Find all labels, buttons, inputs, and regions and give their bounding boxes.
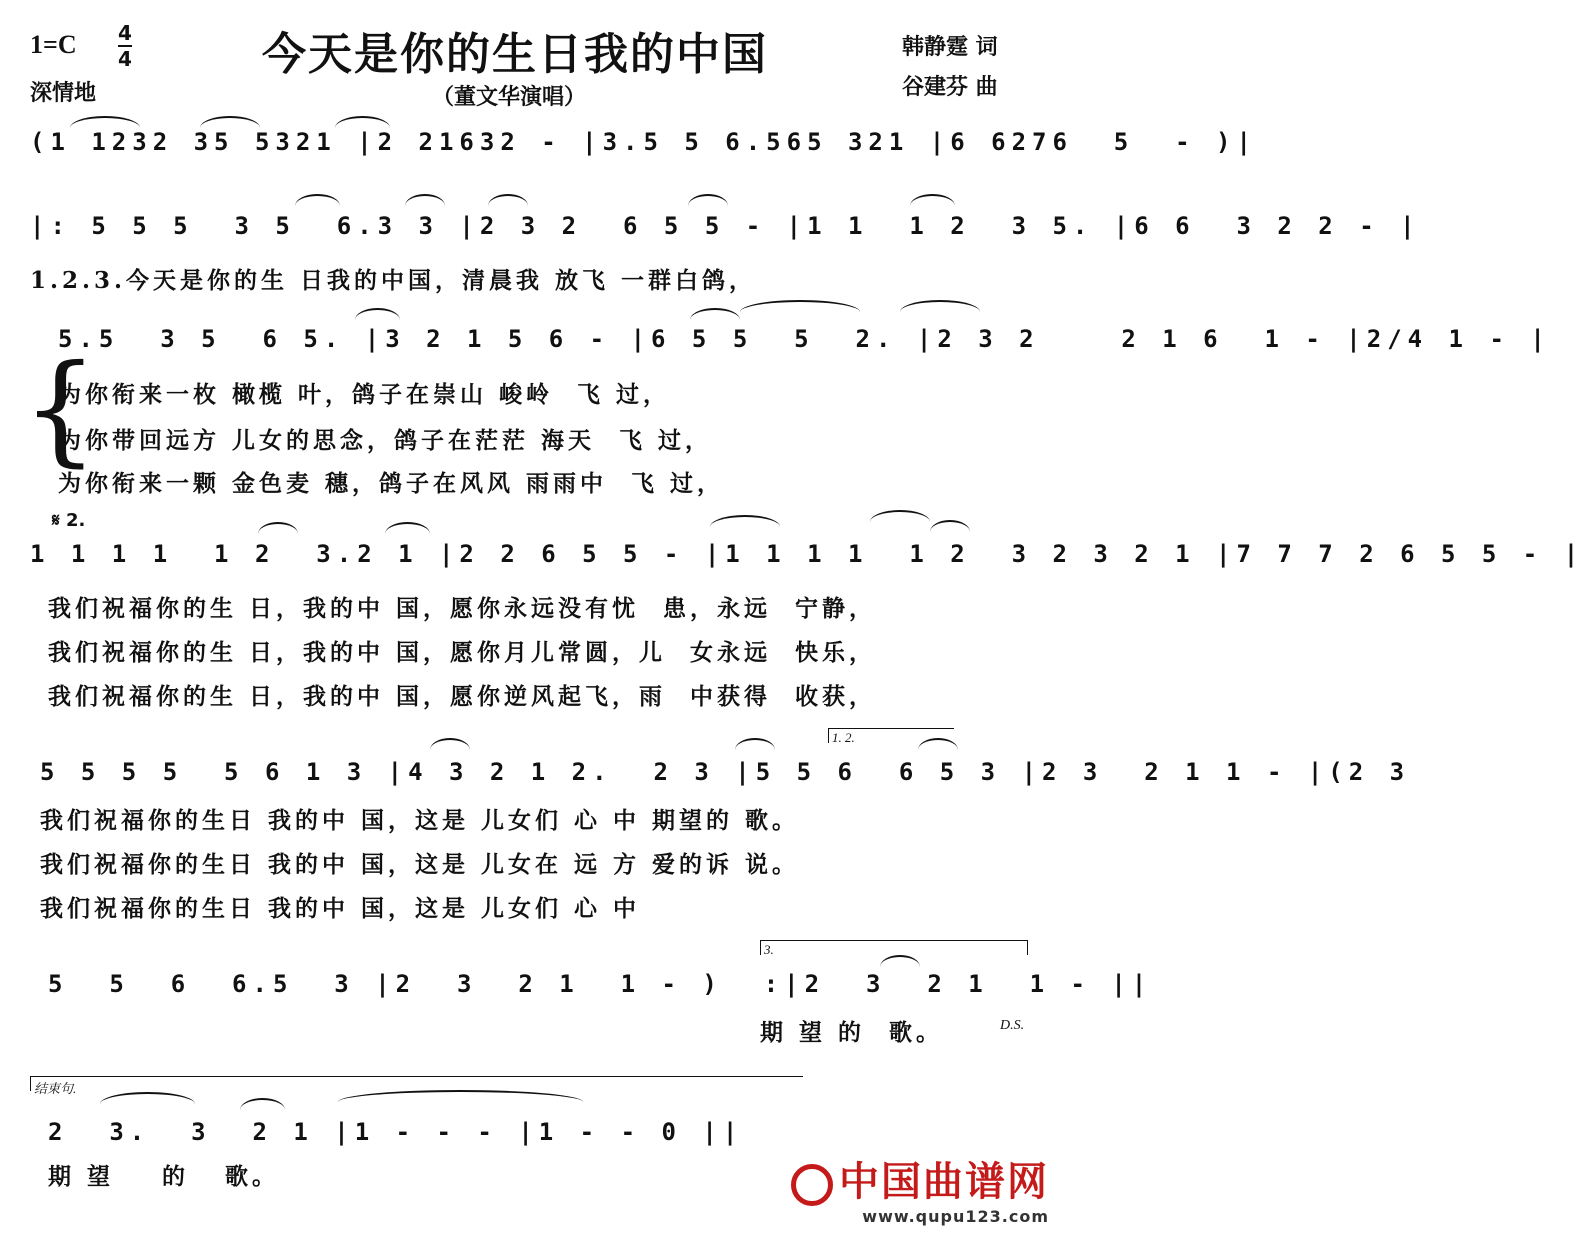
- segno-marker: 𝄋 2.: [52, 510, 86, 531]
- watermark-logo: [791, 1150, 1049, 1207]
- chorus-line-2-lyrics-2: 我们祝福你的生日 我的中 国，这是 儿女在 远 方 爱的诉 说。: [40, 851, 800, 878]
- ending-lyrics: 期 望 的 歌。: [760, 1019, 944, 1046]
- volta-label-3: 3.: [764, 942, 774, 957]
- volta-bracket-3: [760, 940, 1028, 955]
- singer-credit: （董文华演唱）: [432, 85, 587, 110]
- song-title: 今天是你的生日我的中国: [262, 29, 768, 80]
- verse-line-2-lyrics-1: 为你衔来一枚 橄榄 叶，鸽子在崇山 峻岭 飞 过，: [58, 381, 671, 408]
- chorus-line-2-notes: 5 5 5 5 5 6 1 3 |4 3 2 1 2. 2 3 |5 5 6 6 5 3 |2 3 2 1 1 - |(2 3: [40, 758, 1411, 786]
- chorus-line-2-lyrics-3: 我们祝福你的生日 我的中 国，这是 儿女们 心 中: [40, 895, 641, 922]
- time-signature-top: 4: [118, 21, 132, 45]
- verse-brace: {: [22, 340, 99, 479]
- composer: 谷建芬 曲: [902, 75, 998, 100]
- tempo-marking: 深情地: [30, 81, 97, 106]
- verse-line-1-notes: |: 5 5 5 3 5 6.3 3 |2 3 2 6 5 5 - |1 1 1 2 3 5. |6 6 3 2 2 - |: [30, 212, 1421, 240]
- coda-notes: 2 3. 3 2 1 |1 - - - |1 - - 0 ||: [48, 1118, 744, 1146]
- time-signature: [118, 22, 132, 70]
- watermark: [791, 1150, 1049, 1226]
- verse-line-1-lyrics: 1.2.3.今天是你的生 日我的中国，清晨我 放飞 一群白鸽，: [30, 267, 757, 294]
- key-signature: 1=C: [30, 30, 77, 59]
- watermark-logo-text: 中国曲谱网: [839, 1158, 1049, 1205]
- intro-notes: (1 1232 35 5321 |2 21632 - |3.5 5 6.565 321 |6 6276 5 - )|: [30, 128, 1257, 156]
- dal-segno: D.S.: [1000, 1018, 1025, 1033]
- chorus-line-2-lyrics-1: 我们祝福你的生日 我的中 国，这是 儿女们 心 中 期望的 歌。: [40, 807, 800, 834]
- verse-line-2-lyrics-3: 为你衔来一颗 金色麦 穗，鸽子在风风 雨雨中 飞 过，: [58, 470, 725, 497]
- coda-lyrics: 期 望 的 歌。: [48, 1163, 280, 1190]
- site-logo-icon: [791, 1164, 833, 1206]
- chorus-line-1-lyrics-3: 我们祝福你的生 日，我的中 国，愿你逆风起飞，雨 中获得 收获，: [48, 683, 877, 710]
- chorus-line-1-notes: 1 1 1 1 1 2 3.2 1 |2 2 6 5 5 - |1 1 1 1 1 2 3 2 3 2 1 |7 7 7 2 6 5 5 - |: [30, 540, 1584, 568]
- time-signature-bottom: 4: [118, 47, 132, 71]
- lyricist: 韩静霆 词: [902, 35, 998, 60]
- chorus-line-1-lyrics-2: 我们祝福你的生 日，我的中 国，愿你月儿常圆，儿 女永远 快乐，: [48, 639, 877, 666]
- verse-line-2-lyrics-2: 为你带回远方 儿女的思念，鸽子在茫茫 海天 飞 过，: [58, 427, 713, 454]
- volta-label-1-2: 1. 2.: [832, 730, 855, 745]
- ending-notes: 5 5 6 6.5 3 |2 3 2 1 1 - ) :|2 3 2 1 1 - ||: [48, 970, 1153, 998]
- chorus-line-1-lyrics-1: 我们祝福你的生 日，我的中 国，愿你永远没有忧 患，永远 宁静，: [48, 595, 877, 622]
- verse-line-2-notes: 5.5 3 5 6 5. |3 2 1 5 6 - |6 5 5 5 2. |2 3 2 2 1 6 1 - |2/4 1 - |: [58, 325, 1551, 353]
- coda-bracket: [30, 1076, 803, 1091]
- watermark-url: www.qupu123.com: [862, 1207, 1049, 1226]
- coda-label: 结束句.: [34, 1081, 77, 1096]
